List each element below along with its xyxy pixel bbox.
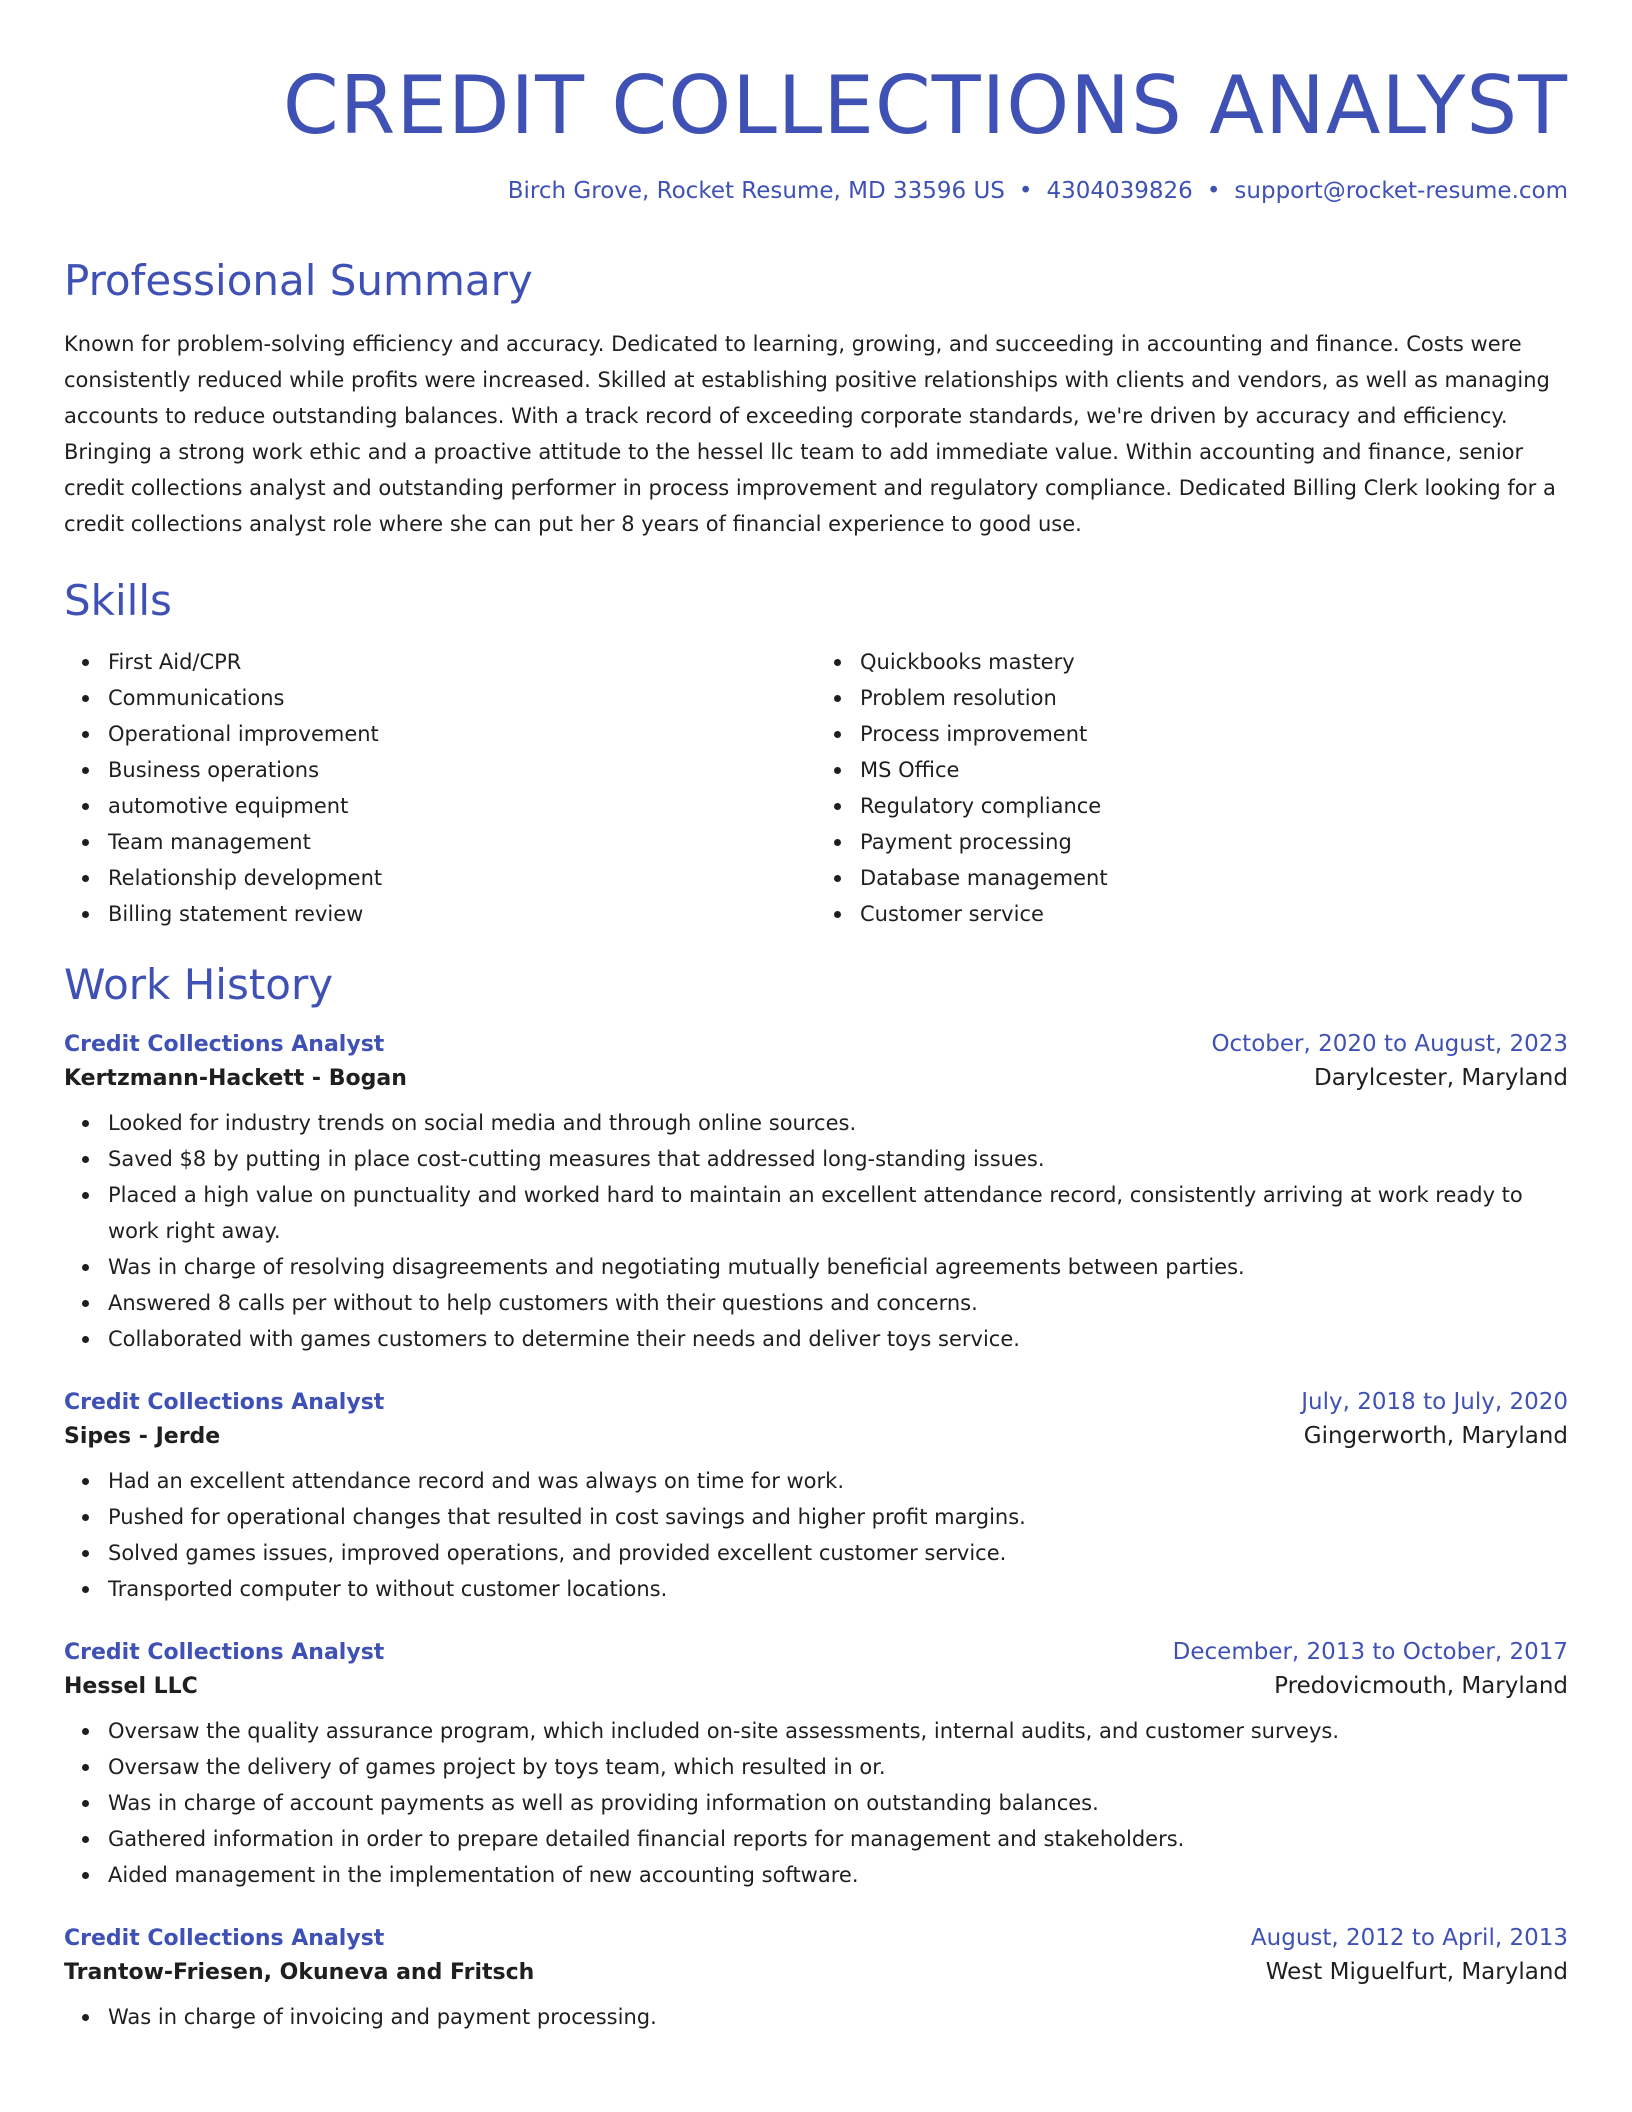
job-bullets — [64, 1999, 1568, 2035]
job-company: Kertzmann-Hackett - Bogan — [64, 1065, 407, 1091]
skills-list-right — [816, 644, 1568, 932]
skill-item: Relationship development — [108, 860, 816, 896]
job-location: Darylcester, Maryland — [1314, 1064, 1568, 1091]
job-dates: August, 2012 to April, 2013 — [1250, 1924, 1568, 1951]
job-bullet: Answered 8 calls per without to help customers with their questions and concerns. — [108, 1285, 1528, 1321]
skill-item: Database management — [860, 860, 1568, 896]
job-company: Trantow-Friesen, Okuneva and Fritsch — [64, 1959, 535, 1985]
skill-item: automotive equipment — [108, 788, 816, 824]
skills-list-left — [64, 644, 816, 932]
job-bullet: Looked for industry trends on social media and through online sources. — [108, 1105, 1528, 1141]
job-bullet: Collaborated with games customers to determine their needs and deliver toys service. — [108, 1321, 1528, 1357]
job-location: West Miguelfurt, Maryland — [1265, 1958, 1568, 1985]
job-dates: December, 2013 to October, 2017 — [1172, 1638, 1568, 1665]
job-location: Gingerworth, Maryland — [1303, 1422, 1568, 1449]
job-bullet: Had an excellent attendance record and was always on time for work. — [108, 1463, 1528, 1499]
skills-grid — [64, 644, 1568, 932]
job-title: Credit Collections Analyst — [64, 1389, 385, 1415]
skill-item: Quickbooks mastery — [860, 644, 1568, 680]
job-bullet: Was in charge of resolving disagreements and negotiating mutually beneficial agreements between parties. — [108, 1249, 1528, 1285]
job-entry — [64, 1925, 1568, 2035]
job-title: Credit Collections Analyst — [64, 1031, 385, 1057]
summary-heading: Professional Summary — [64, 256, 533, 305]
job-bullet: Was in charge of invoicing and payment processing. — [108, 1999, 1528, 2035]
job-bullets — [64, 1463, 1568, 1607]
job-bullet: Aided management in the implementation of new accounting software. — [108, 1857, 1528, 1893]
job-bullets — [64, 1105, 1568, 1357]
contact-phone: 4304039826 — [1046, 178, 1193, 204]
job-entry — [64, 1031, 1568, 1357]
skill-item: Business operations — [108, 752, 816, 788]
job-title: Credit Collections Analyst — [64, 1925, 385, 1951]
skill-item: Customer service — [860, 896, 1568, 932]
job-bullet: Saved $8 by putting in place cost-cutting measures that addressed long-standing issues. — [108, 1141, 1528, 1177]
skill-item: Team management — [108, 824, 816, 860]
skill-item: Problem resolution — [860, 680, 1568, 716]
resume-title: CREDIT COLLECTIONS ANALYST — [282, 59, 1568, 152]
job-bullets — [64, 1713, 1568, 1893]
job-bullet: Was in charge of account payments as well as providing information on outstanding balances. — [108, 1785, 1528, 1821]
job-title: Credit Collections Analyst — [64, 1639, 385, 1665]
skill-item: Process improvement — [860, 716, 1568, 752]
job-dates: July, 2018 to July, 2020 — [1301, 1388, 1568, 1415]
job-company: Sipes - Jerde — [64, 1423, 221, 1449]
skill-item: MS Office — [860, 752, 1568, 788]
contact-separator: • — [1018, 178, 1033, 204]
job-bullet: Transported computer to without customer locations. — [108, 1571, 1528, 1607]
job-bullet: Solved games issues, improved operations, and provided excellent customer service. — [108, 1535, 1528, 1571]
skill-item: Communications — [108, 680, 816, 716]
job-bullet: Oversaw the quality assurance program, which included on-site assessments, internal audits, and customer surveys. — [108, 1713, 1528, 1749]
job-entry — [64, 1639, 1568, 1893]
work-history-heading: Work History — [64, 960, 334, 1010]
contact-address: Birch Grove, Rocket Resume, MD 33596 US — [507, 178, 1005, 204]
skills-heading: Skills — [64, 576, 172, 626]
job-company: Hessel LLC — [64, 1673, 198, 1699]
skill-item: Payment processing — [860, 824, 1568, 860]
job-bullet: Gathered information in order to prepare detailed financial reports for management and stakeholders. — [108, 1821, 1528, 1857]
skill-item: First Aid/CPR — [108, 644, 816, 680]
skill-item: Operational improvement — [108, 716, 816, 752]
job-location: Predovicmouth, Maryland — [1274, 1672, 1568, 1699]
contact-separator: • — [1206, 178, 1221, 204]
job-entry — [64, 1389, 1568, 1607]
summary-text: Known for problem-solving efficiency and accuracy. Dedicated to learning, growing, and succeeding in accounting and finance. Costs were consistently reduced while profits were increased. Skilled at establishing positive relationships with clients and vendors, as well as managing accounts to reduce outstanding balances. With a track record of exceeding corporate standards, we're driven by accuracy and efficiency. Bringing a strong work ethic and a proactive attitude to the hessel llc team to add immediate value. Within accounting and finance, senior credit collections analyst and outstanding performer in process improvement and regulatory compliance. Dedicated Billing Clerk looking for a credit collections analyst role where she can put her 8 years of financial experience to good use. — [64, 332, 1556, 537]
skill-item: Regulatory compliance — [860, 788, 1568, 824]
job-bullet: Pushed for operational changes that resulted in cost savings and higher profit margins. — [108, 1499, 1528, 1535]
contact-line — [64, 178, 1568, 204]
job-bullet: Oversaw the delivery of games project by toys team, which resulted in or. — [108, 1749, 1528, 1785]
skill-item: Billing statement review — [108, 896, 816, 932]
contact-email[interactable]: support@rocket-resume.com — [1234, 178, 1568, 204]
job-dates: October, 2020 to August, 2023 — [1211, 1030, 1568, 1057]
job-bullet: Placed a high value on punctuality and worked hard to maintain an excellent attendance record, consistently arriving at work ready to work right away. — [108, 1177, 1528, 1249]
